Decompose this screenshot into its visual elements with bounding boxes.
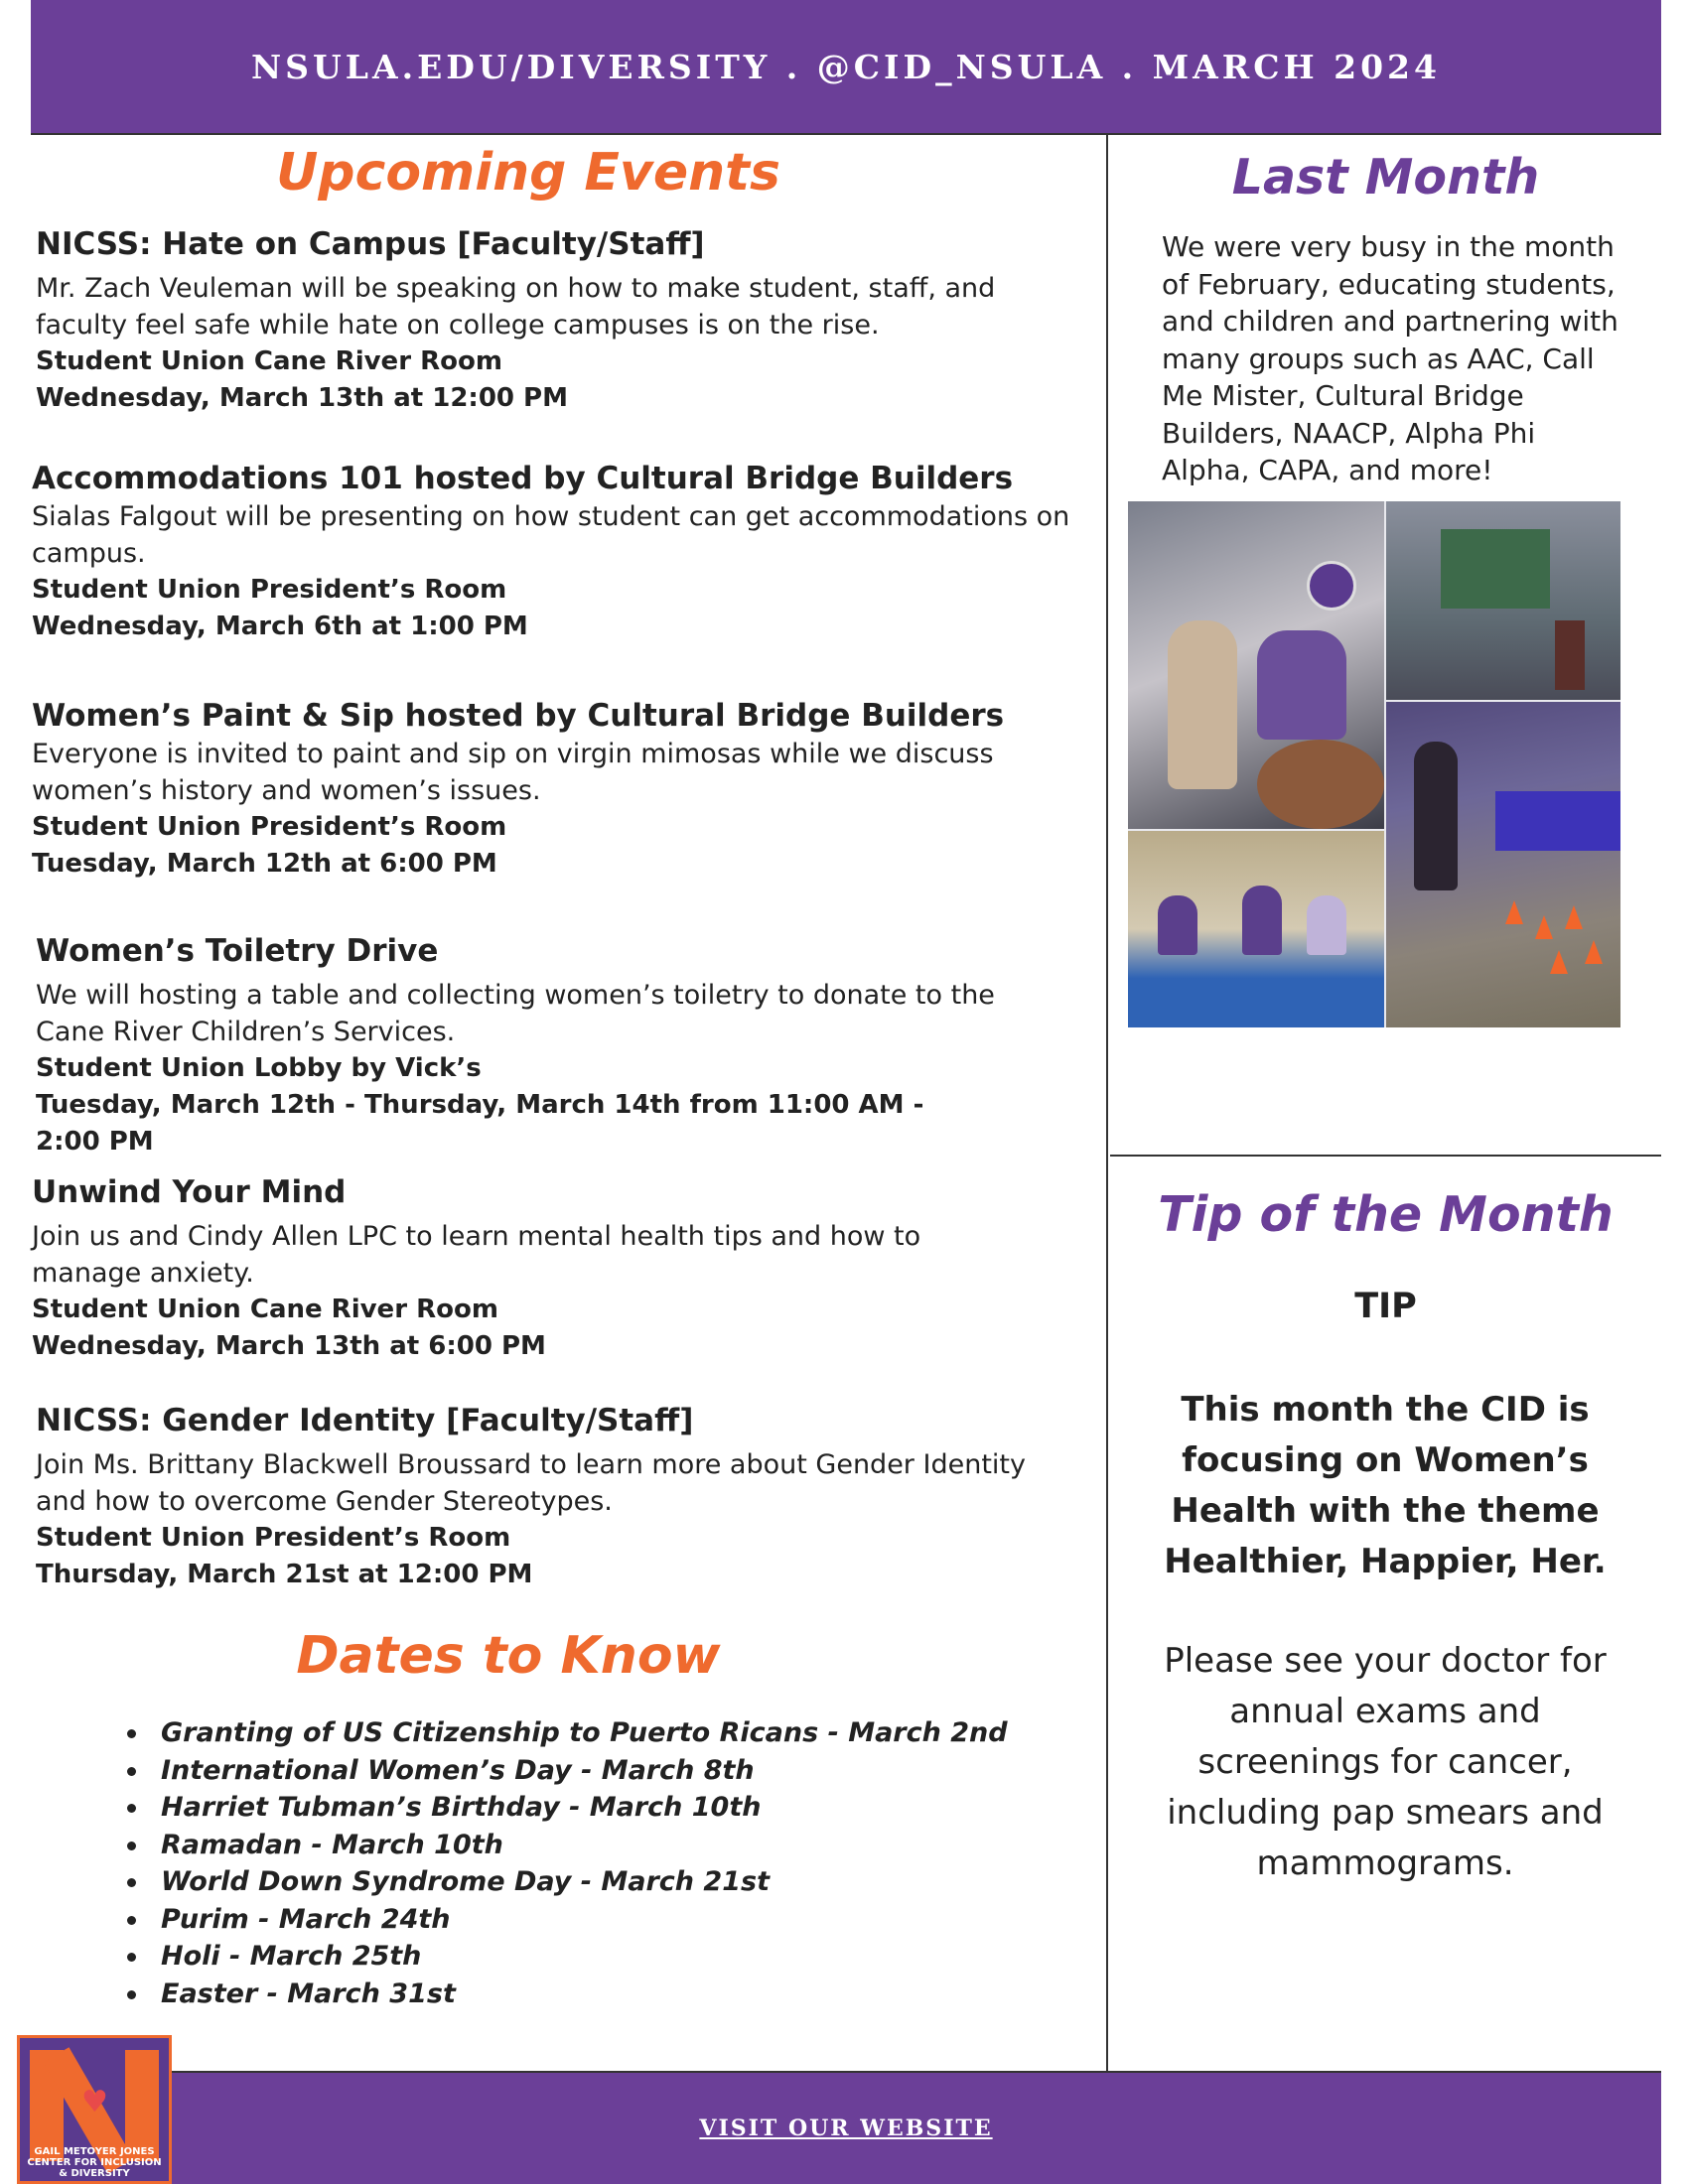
event-unwind-your-mind [32, 1174, 1094, 1365]
event-description: Join us and Cindy Allen LPC to learn mental health tips and how to manage anxiety. [32, 1221, 921, 1289]
list-item: World Down Syndrome Day - March 21st [127, 1863, 1008, 1901]
tip-sub-text: Please see your doctor for annual exams and screenings for cancer, including pap smears and mammograms. [1164, 1641, 1607, 1883]
person-shape [1242, 886, 1282, 955]
visit-website-link[interactable]: VISIT OUR WEBSITE [699, 2116, 993, 2141]
event-description: Sialas Falgout will be presenting on how student can get accommodations on campus. [32, 501, 1070, 569]
list-item: Harriet Tubman’s Birthday - March 10th [127, 1789, 1008, 1827]
table-shape [1495, 791, 1620, 851]
event-location: Student Union Cane River Room [32, 1295, 498, 1324]
event-photo [1128, 831, 1384, 1027]
upcoming-events-title: Upcoming Events [276, 143, 780, 203]
last-month-title: Last Month [1231, 149, 1540, 205]
header-divider [31, 133, 1661, 135]
event-time: Thursday, March 21st at 12:00 PM [36, 1560, 533, 1589]
projector-screen [1441, 529, 1550, 609]
list-item: Holi - March 25th [127, 1938, 1008, 1976]
header-bar [31, 0, 1661, 133]
event-title: Women’s Paint & Sip hosted by Cultural Bridge Builders [32, 698, 1005, 734]
podium-shape [1555, 620, 1585, 690]
photo-collage [1128, 501, 1620, 1027]
event-description: Everyone is invited to paint and sip on virgin mimosas while we discuss women’s history and women’s issues. [32, 739, 994, 806]
list-item: Ramadan - March 10th [127, 1827, 1008, 1864]
list-item: Purim - March 24th [127, 1901, 1008, 1939]
event-photo [1128, 501, 1384, 829]
event-location: Student Union President’s Room [32, 575, 507, 605]
tip-label: TIP [1354, 1287, 1417, 1326]
event-description: We will hosting a table and collecting women’s toiletry to donate to the Cane River Children’s Services. [36, 980, 995, 1047]
dates-list [127, 1714, 1008, 2012]
cone-shape [1585, 940, 1603, 964]
event-title: Accommodations 101 hosted by Cultural Bridge Builders [32, 461, 1014, 496]
event-accommodations-101 [32, 461, 1094, 645]
last-month-text: We were very busy in the month of February, educating students, and children and partnering with many groups such as AAC, Call Me Mister, Cultural Bridge Builders, NAACP, Alpha Phi Alpha, CAPA, and more! [1162, 230, 1618, 486]
person-shape [1307, 895, 1346, 955]
event-location: Student Union President’s Room [32, 812, 507, 842]
list-item: Easter - March 31st [127, 1976, 1008, 2013]
logo-n-right [125, 2050, 159, 2161]
cid-logo [17, 2035, 172, 2184]
person-shape [1168, 620, 1237, 789]
tip-main-text: This month the CID is focusing on Women’s Health with the theme Healthier, Happier, Her. [1164, 1390, 1607, 1581]
event-description: Join Ms. Brittany Blackwell Broussard to learn more about Gender Identity and how to overcome Gender Stereotypes. [36, 1449, 1026, 1517]
event-location: Student Union Cane River Room [36, 346, 502, 376]
event-time: Wednesday, March 13th at 12:00 PM [36, 383, 568, 413]
event-time: Wednesday, March 6th at 1:00 PM [32, 612, 528, 641]
cone-shape [1505, 900, 1523, 924]
list-item: Granting of US Citizenship to Puerto Ricans - March 2nd [127, 1714, 1008, 1752]
right-column-divider [1110, 1155, 1661, 1157]
cone-shape [1535, 915, 1553, 939]
header-text: NSULA.EDU/DIVERSITY . @CID_NSULA . MARCH 2024 [251, 47, 1441, 86]
event-title: NICSS: Hate on Campus [Faculty/Staff] [36, 226, 705, 262]
event-title: NICSS: Gender Identity [Faculty/Staff] [36, 1403, 694, 1438]
event-toiletry-drive [36, 933, 1098, 1160]
event-title: Women’s Toiletry Drive [36, 933, 439, 969]
tip-of-the-month-title: Tip of the Month [1158, 1186, 1614, 1243]
event-photo [1386, 501, 1620, 700]
event-hate-on-campus [36, 226, 1098, 417]
seal-icon [1307, 561, 1356, 611]
event-description: Mr. Zach Veuleman will be speaking on how to make student, staff, and faculty feel safe while hate on college campuses is on the rise. [36, 273, 996, 341]
person-shape [1257, 630, 1346, 740]
event-time: Tuesday, March 12th - Thursday, March 14th from 11:00 AM - 2:00 PM [36, 1090, 924, 1157]
event-gender-identity [36, 1403, 1098, 1593]
logo-caption: GAIL METOYER JONES CENTER FOR INCLUSION & DIVERSITY [27, 2146, 162, 2179]
event-title: Unwind Your Mind [32, 1174, 347, 1210]
event-location: Student Union President’s Room [36, 1523, 511, 1553]
cone-shape [1565, 905, 1583, 929]
event-paint-and-sip [32, 698, 1094, 883]
person-shape [1158, 895, 1197, 955]
list-item: International Women’s Day - March 8th [127, 1752, 1008, 1790]
table-shape [1257, 740, 1384, 829]
cone-shape [1550, 950, 1568, 974]
person-shape [1414, 742, 1458, 890]
footer-bar [31, 2073, 1661, 2184]
column-divider [1106, 135, 1108, 2071]
event-photo [1386, 702, 1620, 1027]
heart-icon: ♥ [81, 2085, 108, 2119]
event-time: Wednesday, March 13th at 6:00 PM [32, 1331, 546, 1361]
event-time: Tuesday, March 12th at 6:00 PM [32, 849, 497, 879]
dates-to-know-title: Dates to Know [296, 1626, 721, 1686]
event-location: Student Union Lobby by Vick’s [36, 1053, 482, 1083]
